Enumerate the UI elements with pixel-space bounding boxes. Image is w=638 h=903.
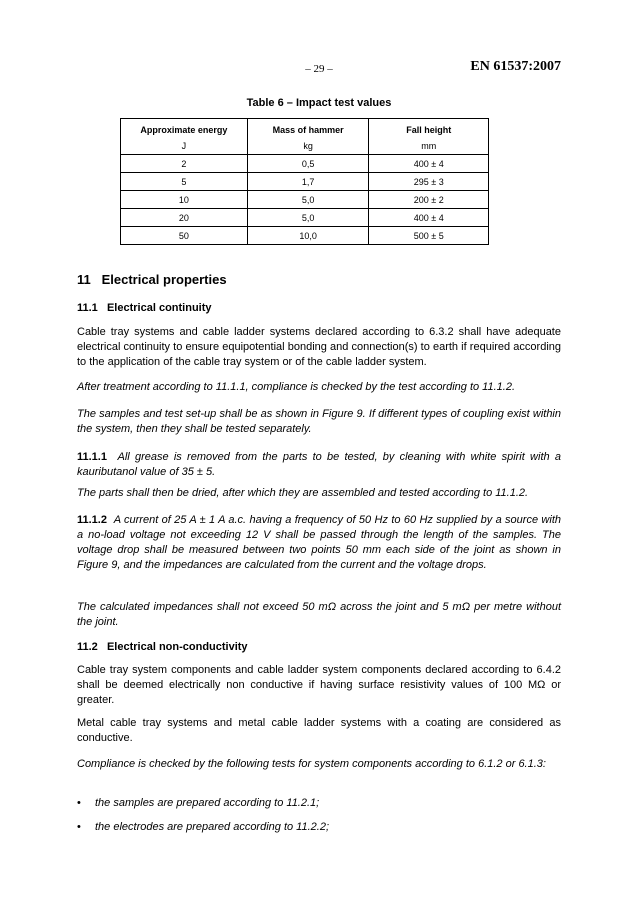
- bullet-list: [77, 796, 561, 835]
- list-item: [77, 820, 561, 835]
- clause-text: All grease is removed from the parts to be tested, by cleaning with white spirit with a kauributanol value of 35 ± 5.: [77, 451, 561, 478]
- table-cell: 295 ± 3: [369, 173, 489, 191]
- paragraph-continuity-intro: Cable tray systems and cable ladder systems declared according to 6.3.2 shall have adequate electrical continuity to ensure equipotential bonding and connection(s) to earth if required according to the application of the cable tray system or of the cable ladder system.: [77, 326, 561, 368]
- list-item: [77, 796, 561, 811]
- clause-number: 11.1.1: [77, 451, 107, 463]
- table-row: [121, 191, 489, 209]
- table-cell: 50: [121, 227, 248, 245]
- list-item-text: the electrodes are prepared according to 11.2.2;: [95, 821, 330, 833]
- subsection-heading-11-1: 11.1 Electrical continuity: [77, 302, 212, 314]
- paragraph-metal-coating: Metal cable tray systems and metal cable ladder systems with a coating are considered as conductive.: [77, 717, 561, 744]
- table-units-row: [121, 137, 489, 155]
- table-cell: 5: [121, 173, 248, 191]
- table-row: [121, 155, 489, 173]
- table-cell: 200 ± 2: [369, 191, 489, 209]
- table-cell: 20: [121, 209, 248, 227]
- table-cell: 0,5: [247, 155, 369, 173]
- paragraph-compliance-tests: Compliance is checked by the following tests for system components according to 6.1.2 or 6.1.3:: [77, 758, 546, 770]
- table-cell: 2: [121, 155, 248, 173]
- table-row: [121, 209, 489, 227]
- paragraph-impedance-limits: The calculated impedances shall not exceed 50 mΩ across the joint and 5 mΩ per metre without the joint.: [77, 601, 561, 628]
- table-row: [121, 227, 489, 245]
- table-cell: 10: [121, 191, 248, 209]
- column-header-mass: Mass of hammer: [247, 119, 369, 138]
- table-cell: 1,7: [247, 173, 369, 191]
- unit-energy: J: [121, 137, 248, 155]
- subsection-heading-11-2: 11.2 Electrical non-conductivity: [77, 641, 248, 653]
- table-header-row: [121, 119, 489, 138]
- unit-height: mm: [369, 137, 489, 155]
- clause-text: A current of 25 A ± 1 A a.c. having a frequency of 50 Hz to 60 Hz supplied by a source with a no-load voltage not exceeding 12 V shall be passed through the length of the samples. The voltage drop shall be measured between two points 50 mm each side of the joint as shown in Figure 9, and the impedances are calculated from the current and the voltage drops.: [77, 514, 561, 571]
- clause-number: 11.1.2: [77, 514, 107, 526]
- paragraph-compliance-note: After treatment according to 11.1.1, compliance is checked by the test according to 11.1.2.: [77, 381, 516, 393]
- paragraph-samples-setup: The samples and test set-up shall be as shown in Figure 9. If different types of coupling exist within the system, then they shall be tested separately.: [77, 408, 561, 435]
- column-header-height: Fall height: [369, 119, 489, 138]
- table-cell: 400 ± 4: [369, 209, 489, 227]
- page-number: – 29 –: [305, 63, 333, 75]
- impact-test-table: [120, 118, 489, 245]
- clause-11-1-1: [77, 450, 561, 480]
- paragraph-drying: The parts shall then be dried, after which they are assembled and tested according to 11.1.2.: [77, 487, 529, 499]
- table-caption: Table 6 – Impact test values: [246, 97, 392, 109]
- paragraph-non-conductive: Cable tray system components and cable ladder system components declared according to 6.4.2 shall be deemed electrically non conductive if having surface resistivity values of 100 MΩ or greater.: [77, 664, 561, 706]
- table-row: [121, 173, 489, 191]
- table-cell: 10,0: [247, 227, 369, 245]
- table-cell: 500 ± 5: [369, 227, 489, 245]
- table-cell: 5,0: [247, 191, 369, 209]
- bullet-icon: •: [77, 797, 81, 809]
- section-heading-11: 11 Electrical properties: [77, 272, 227, 287]
- standard-id: EN 61537:2007: [470, 59, 561, 74]
- unit-mass: kg: [247, 137, 369, 155]
- table-cell: 5,0: [247, 209, 369, 227]
- bullet-icon: •: [77, 821, 81, 833]
- column-header-energy: Approximate energy: [121, 119, 248, 138]
- table-cell: 400 ± 4: [369, 155, 489, 173]
- clause-11-1-2: [77, 513, 561, 573]
- list-item-text: the samples are prepared according to 11.2.1;: [95, 797, 320, 809]
